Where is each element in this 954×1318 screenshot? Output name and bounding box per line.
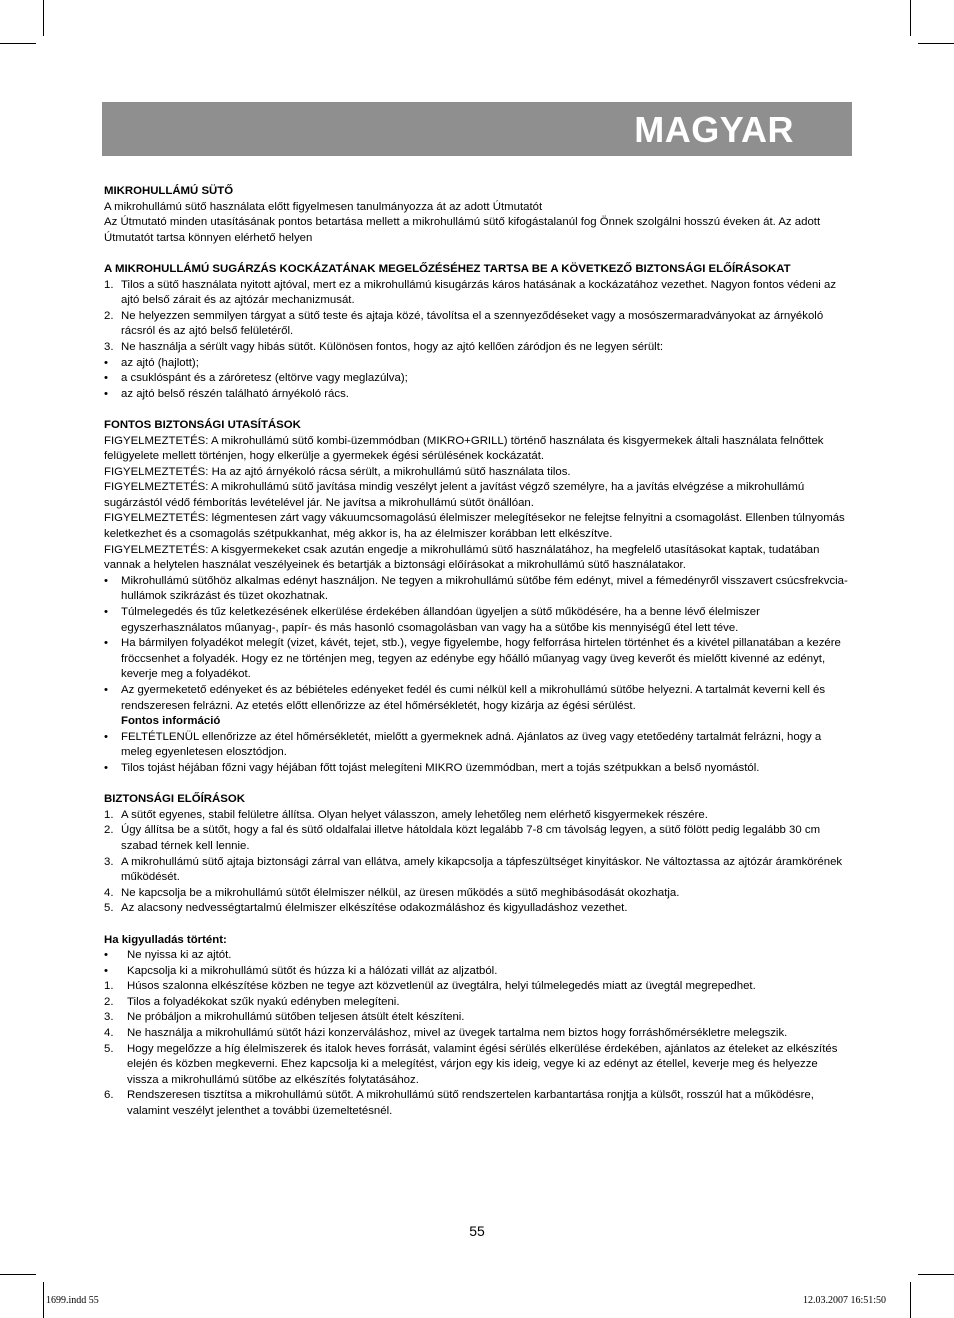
list-item-text: az ajtó (hajlott); — [121, 356, 199, 369]
section-heading: MIKROHULLÁMÚ SÜTŐ — [104, 185, 234, 197]
list-item — [104, 1010, 852, 1026]
section-heading: A MIKROHULLÁMÚ SUGÁRZÁS KOCKÁZATÁNAK MEGELŐZÉSÉHEZ TARTSA BE A KÖVETKEZŐ BIZTONSÁGI ELŐÍRÁSOKAT — [104, 262, 791, 275]
crop-mark — [43, 0, 44, 36]
list-item-text: az ajtó belső részén található árnyékoló rács. — [121, 387, 349, 400]
section-heading: BIZTONSÁGI ELŐÍRÁSOK — [104, 793, 245, 806]
warning-paragraph: FIGYELMEZTETÉS: A mikrohullámú sütő kombi-üzemmódban (MIKRO+GRILL) történő használata és kisgyermekek általi használata felnőttek felügyelete mellett történjen, hogy elkerülje a gyermekek égési sérülésének kockázatát. — [104, 434, 824, 463]
paragraph: Az Útmutató minden utasításának pontos betartása mellett a mikrohullámú sütő kifogástalanúl fog Önnek szolgálni hosszú éveken át. Az adott Útmutatót tartsa könnyen elérhető helyen — [104, 216, 821, 244]
language-banner — [102, 102, 852, 156]
crop-mark — [0, 1274, 36, 1275]
bullet-marker: • — [104, 372, 108, 385]
warning-paragraph: FIGYELMEZTETÉS: Ha az ajtó árnyékoló rácsa sérült, a mikrohullámú sütő használata tilos. — [104, 465, 571, 478]
list-item-text: Ne kapcsolja be a mikrohullámú sütőt élelmiszer nélkül, az üresen működés a sütő meghibásodását okozhatja. — [121, 886, 680, 899]
list-marker: 3. — [104, 340, 114, 353]
bullet-marker: • — [104, 761, 108, 774]
list-item — [104, 1042, 852, 1089]
crop-mark — [918, 43, 954, 44]
warning-paragraph: FIGYELMEZTETÉS: A mikrohullámú sütő javítása mindig veszélyt jelent a javítást végző személyre, ha a javítás elvégzése a mikrohullámú sugárzástól védő fémborítás levételével jár. Ne javítsa a mikrohullámú sütőt önállóan. — [104, 481, 805, 509]
crop-mark — [910, 0, 911, 36]
list-marker: 3. — [104, 1011, 114, 1024]
bullet-marker: • — [104, 949, 108, 962]
list-item-text: A sütőt egyenes, stabil felületre állítsa. Olyan helyet válasszon, amely lehetőleg nem elérhető kisgyermekek részére. — [121, 808, 708, 821]
document-body — [104, 184, 852, 1120]
list-marker: 5. — [104, 902, 114, 915]
list-item-text: Túlmelegedés és tűz keletkezésének elkerülése érdekében állandóan ügyeljen a sütő működésére, ha a benne lévő élelmiszer egyszerhasználatos műanyag-, papír- és más hasonló csomagolásban van vagy ha a sütőbe kis mennyiségű étel lett téve. — [121, 606, 760, 634]
list-item-text: a csuklóspánt és a záróretesz (eltörve vagy meglazúlva); — [121, 372, 408, 385]
list-item-text: Hogy megelőzze a híg élelmiszerek és italok heves forrását, valamint égési sérülés elkerülése érdekében, ajánlatos az ételeket az elkészítés elején és közben megkeverni. Ehez kapcsolja ki a melegítést, várjon egy kis ideig, vegye ki az edényt az étellel, keverje meg és helyezze vissza a mikrohullámú sütőbe az elkészítés folytatásához. — [127, 1042, 838, 1086]
list-item-text: Ne használja a mikrohullámú sütőt házi konzerváláshoz, mivel az üvegek tartalma nem biztos hogy forráshőmérsékletre melegszik. — [127, 1027, 788, 1040]
list-item — [104, 356, 852, 372]
bullet-marker: • — [104, 356, 108, 369]
list-item-text: Az gyermeketető edényeket és az bébiételes edényeket fedél és cumi nélkül kell a mikrohullámú sütőbe helyezni. A tartalmát keverni kell és rendszeresen felrázni. Az etetés előtt ellenőrizze az étel hőmérsékletét, hogy kizárja az égési sérülést. — [121, 684, 826, 712]
list-item — [104, 808, 852, 824]
list-item — [104, 761, 852, 777]
list-marker: 4. — [104, 1027, 114, 1040]
crop-mark — [43, 1282, 44, 1318]
list-marker: 3. — [104, 855, 114, 868]
list-item — [104, 605, 852, 636]
list-item-text: Ne használja a sérült vagy hibás sütőt. Különösen fontos, hogy az ajtó kellően záródjon és ne legyen sérült: — [121, 340, 664, 353]
list-item-text: Úgy állítsa be a sütőt, hogy a fal és sütő oldalfalai illetve hátoldala közt legalább 7-8 cm távolság legyen, a sütő fölött pedig legalább 30 cm szabad térnek kell lennie. — [121, 824, 821, 852]
list-item-text: Ne nyissa ki az ajtót. — [127, 949, 232, 962]
list-item-text: Húsos szalonna elkészítése közben ne tegye azt közvetlenül az üvegtálra, helyi túlmelegedés miatt az üvegtál megrepedhet. — [127, 980, 756, 993]
bullet-marker: • — [104, 964, 108, 977]
bullet-marker: • — [104, 606, 108, 619]
list-item-text: Ne helyezzen semmilyen tárgyat a sütő teste és ajtaja közé, távolítsa el a szennyeződéseket vagy a mosószermaradványokat az árnyékoló rácsról és az ajtó belső felületéről. — [121, 309, 824, 338]
timestamp-slug: 12.03.2007 16:51:50 — [802, 1295, 886, 1306]
list-item-text: Tilos tojást héjában főzni vagy héjában főtt tojást melegíteni MIKRO üzemmódban, mert a tojás szétpukkan a belső nyomástól. — [121, 761, 760, 774]
warning-paragraph: FIGYELMEZTETÉS: A kisgyermekeket csak azután engedje a mikrohullámú sütő használatához, ha megfelelő utasításokat kaptak, tudatában vannak a helytelen használat veszélyeinek és betartják a biztonsági előírásokat a mikrohullámú sütő használatakor. — [104, 543, 820, 572]
list-item — [104, 683, 852, 730]
list-item — [104, 823, 852, 854]
list-item-text: Ne próbáljon a mikrohullámú sütőben teljesen átsült ételt készíteni. — [127, 1011, 465, 1024]
list-marker: 2. — [104, 309, 114, 322]
list-item-text: Rendszeresen tisztítsa a mikrohullámú sütőt. A mikrohullámú sütő rendszertelen karbantartása ronjtja a külsőt, rosszúl hat a működésre, valamint veszélyt jelenthet a további üzemeltetésnél. — [127, 1089, 814, 1118]
bullet-marker: • — [104, 684, 108, 696]
list-item-text: Az alacsony nedvességtartalmú élelmiszer elkészítése odakozmáláshoz és kigyulladáshoz vezethet. — [121, 902, 628, 915]
list-item — [104, 309, 852, 340]
banner-title: MAGYAR — [634, 109, 794, 150]
list-item — [104, 387, 852, 403]
list-item — [104, 340, 852, 356]
list-item-text: Ha bármilyen folyadékot melegít (vizet, kávét, tejet, stb.), vegye figyelembe, hogy felforrása hirtelen történhet és a kivétel pillanatában a kezére fröccsenhet a folyadék. Hogy ez ne történjen meg, tegyen az edénybe egy hőálló műanyag vagy üveg keverőt és mielőtt kivenné az edényt, keverje meg a folyadékot. — [121, 637, 841, 681]
list-item — [104, 1088, 852, 1119]
file-slug: 1699.indd 55 — [46, 1295, 99, 1306]
crop-mark — [0, 43, 36, 44]
list-item — [104, 901, 852, 917]
paragraph: A mikrohullámú sütő használata előtt figyelmesen tanulmányozza át az adott Útmutatót — [104, 200, 543, 213]
list-item-text: Tilos a sütő használata nyitott ajtóval, mert ez a mikrohullámú kisugárzás káros hatásának a kockázatához vezethet. Nagyon fontos védeni az ajtó belső zárait és az ajtózár mechanizmusát. — [121, 278, 837, 307]
warning-paragraph: FIGYELMEZTETÉS: légmentesen zárt vagy vákuumcsomagolású élelmiszer melegítésekor ne felejtse felnyitni a csomagolást. Ellenben túlnyomás keletkezhet és a csomagolás szétpukkanhat, még akkor is, ha az élelmiszer korábban lett elkészítve. — [104, 512, 845, 541]
important-note-label: Fontos információ — [121, 715, 221, 728]
list-marker: 1. — [104, 980, 114, 993]
list-item-text: Mikrohullámú sütőhöz alkalmas edényt használjon. Ne tegyen a mikrohullámú sütőbe fém edényt, mivel a fémedényről visszavert csúcsfrekvcia-hullámok szikrázást és tüzet okozhatnak. — [121, 574, 848, 603]
list-marker: 2. — [104, 824, 114, 837]
list-item — [104, 979, 852, 995]
list-item — [104, 948, 852, 964]
list-item — [104, 636, 852, 683]
list-item — [104, 886, 852, 902]
page-number: 55 — [469, 1223, 485, 1239]
list-item-text: Kapcsolja ki a mikrohullámú sütőt és húzza ki a hálózati villát az aljzatból. — [127, 964, 498, 977]
list-marker: 6. — [104, 1089, 114, 1102]
list-marker: 4. — [104, 886, 114, 899]
section-heading: FONTOS BIZTONSÁGI UTASÍTÁSOK — [104, 418, 301, 431]
bullet-marker: • — [104, 574, 108, 587]
list-item — [104, 574, 852, 605]
list-item — [104, 278, 852, 309]
crop-mark — [910, 1282, 911, 1318]
list-item — [104, 995, 852, 1011]
list-item-text: FELTÉTLENÜL ellenőrizze az étel hőmérsékletét, mielőtt a gyermeknek adná. Ajánlatos az üveg vagy etetőedény tartalmát felrázni, hogy a meleg egyenletesen elosztódjon. — [121, 730, 822, 759]
bullet-marker: • — [104, 387, 108, 400]
list-marker: 5. — [104, 1042, 114, 1055]
list-item-text: A mikrohullámú sütő ajtaja biztonsági zárral van ellátva, amely kikapcsolja a tápfeszültséget kinyitáskor. Ne változtassa az ajtózár áramkörének működését. — [121, 855, 843, 884]
section-heading: Ha kigyulladás történt: — [104, 933, 227, 946]
bullet-marker: • — [104, 730, 108, 743]
list-item — [104, 964, 852, 980]
list-item-text: Tilos a folyadékokat szűk nyakú edényben melegíteni. — [127, 995, 400, 1008]
list-marker: 1. — [104, 808, 114, 821]
list-item — [104, 730, 852, 761]
list-item — [104, 855, 852, 886]
list-marker: 2. — [104, 995, 114, 1008]
list-marker: 1. — [104, 278, 114, 291]
list-item — [104, 1026, 852, 1042]
list-item — [104, 371, 852, 387]
bullet-marker: • — [104, 637, 108, 650]
crop-mark — [918, 1274, 954, 1275]
